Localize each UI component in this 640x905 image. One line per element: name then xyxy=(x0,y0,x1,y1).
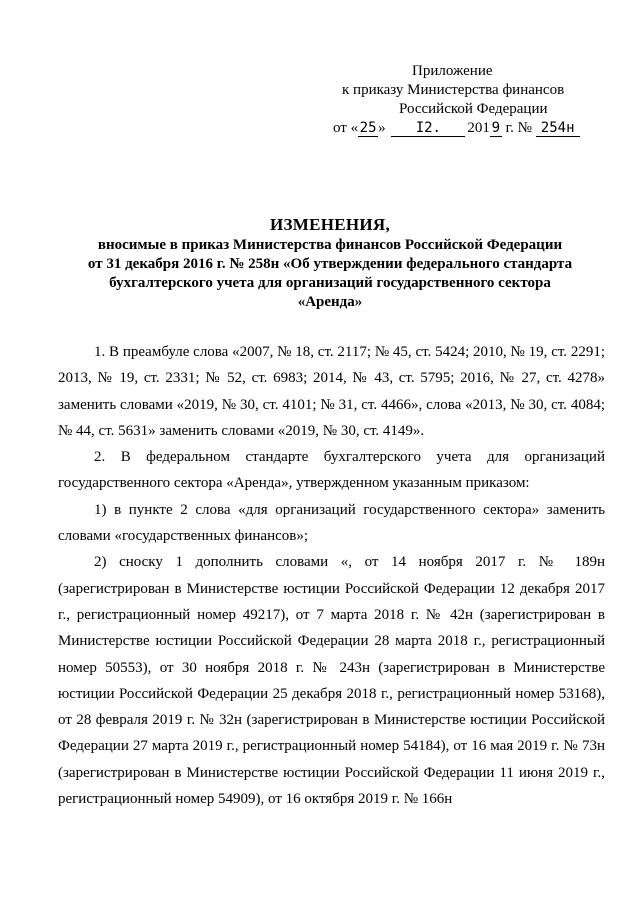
subtitle-line: бухгалтерского учета для организаций государственного сектора xyxy=(109,275,551,291)
handwritten-order-number: 254н xyxy=(536,120,580,137)
document-title: ИЗМЕНЕНИЯ, xyxy=(269,215,391,234)
paragraph-2-item-1: 1) в пункте 2 слова «для организаций государственного сектора» заменить словами «государственных финансов»; xyxy=(58,501,605,545)
handwritten-day: 25 xyxy=(359,120,377,136)
handwritten-year-digit: 9 xyxy=(491,120,501,136)
document-body xyxy=(58,339,605,812)
subtitle-line: «Аренда» xyxy=(297,294,363,310)
year-suffix: г. № xyxy=(505,120,532,136)
handwritten-month: I2. xyxy=(391,120,465,137)
appendix-country: Российской Федерации xyxy=(399,101,548,117)
date-prefix: от « xyxy=(333,120,359,136)
paragraph-2: 2. В федеральном стандарте бухгалтерского учета для организаций государственного сектора «Аренда», утвержденном указанным приказом: xyxy=(58,449,605,492)
date-mid: » xyxy=(378,120,386,136)
appendix-order-ref: к приказу Министерства финансов xyxy=(342,82,565,98)
appendix-date-line xyxy=(333,119,600,138)
paragraph-1: 1. В преамбуле слова «2007, № 18, ст. 2117; № 45, ст. 5424; 2010, № 19, ст. 2291; 2013, № 19, ст. 2331; № 52, ст. 6983; 2014, № 43, ст. 5795; 2016, № 27, ст. 4278» заменить словами «2019, № 30, ст. 4101; № 31, ст. 4466», слова «2013, № 30, ст. 4084; № 44, ст. 5631» заменить словами «2019, № 30, ст. 4149». xyxy=(58,344,605,439)
appendix-block xyxy=(300,62,600,138)
subtitle-line: вносимые в приказ Министерства финансов Российской Федерации xyxy=(97,237,563,253)
document-heading xyxy=(60,214,600,312)
appendix-label: Приложение xyxy=(412,63,493,79)
year-prefix: 201 xyxy=(467,120,490,136)
paragraph-2-item-2: 2) сноску 1 дополнить словами «, от 14 ноября 2017 г. № 189н (зарегистрирован в Министерстве юстиции Российской Федерации 12 декабря 2017 г., регистрационный номер 49217), от 7 марта 2018 г. № 42н (зарегистрирован в Министерстве юстиции Российской Федерации 28 марта 2018 г., регистрационный номер 50553), от 30 ноября 2018 г. № 243н (зарегистрирован в Министерстве юстиции Российской Федерации 25 декабря 2018 г., регистрационный номер 53168), от 28 февраля 2019 г. № 32н (зарегистрирован в Министерстве юстиции Российской Федерации 27 марта 2019 г., регистрационный номер 54184), от 16 мая 2019 г. № 73н (зарегистрирован в Министерстве юстиции Российской Федерации 11 июня 2019 г., регистрационный номер 54909), от 16 октября 2019 г. № 166н xyxy=(58,554,605,808)
subtitle-line: от 31 декабря 2016 г. № 258н «Об утверждении федерального стандарта xyxy=(87,256,573,272)
